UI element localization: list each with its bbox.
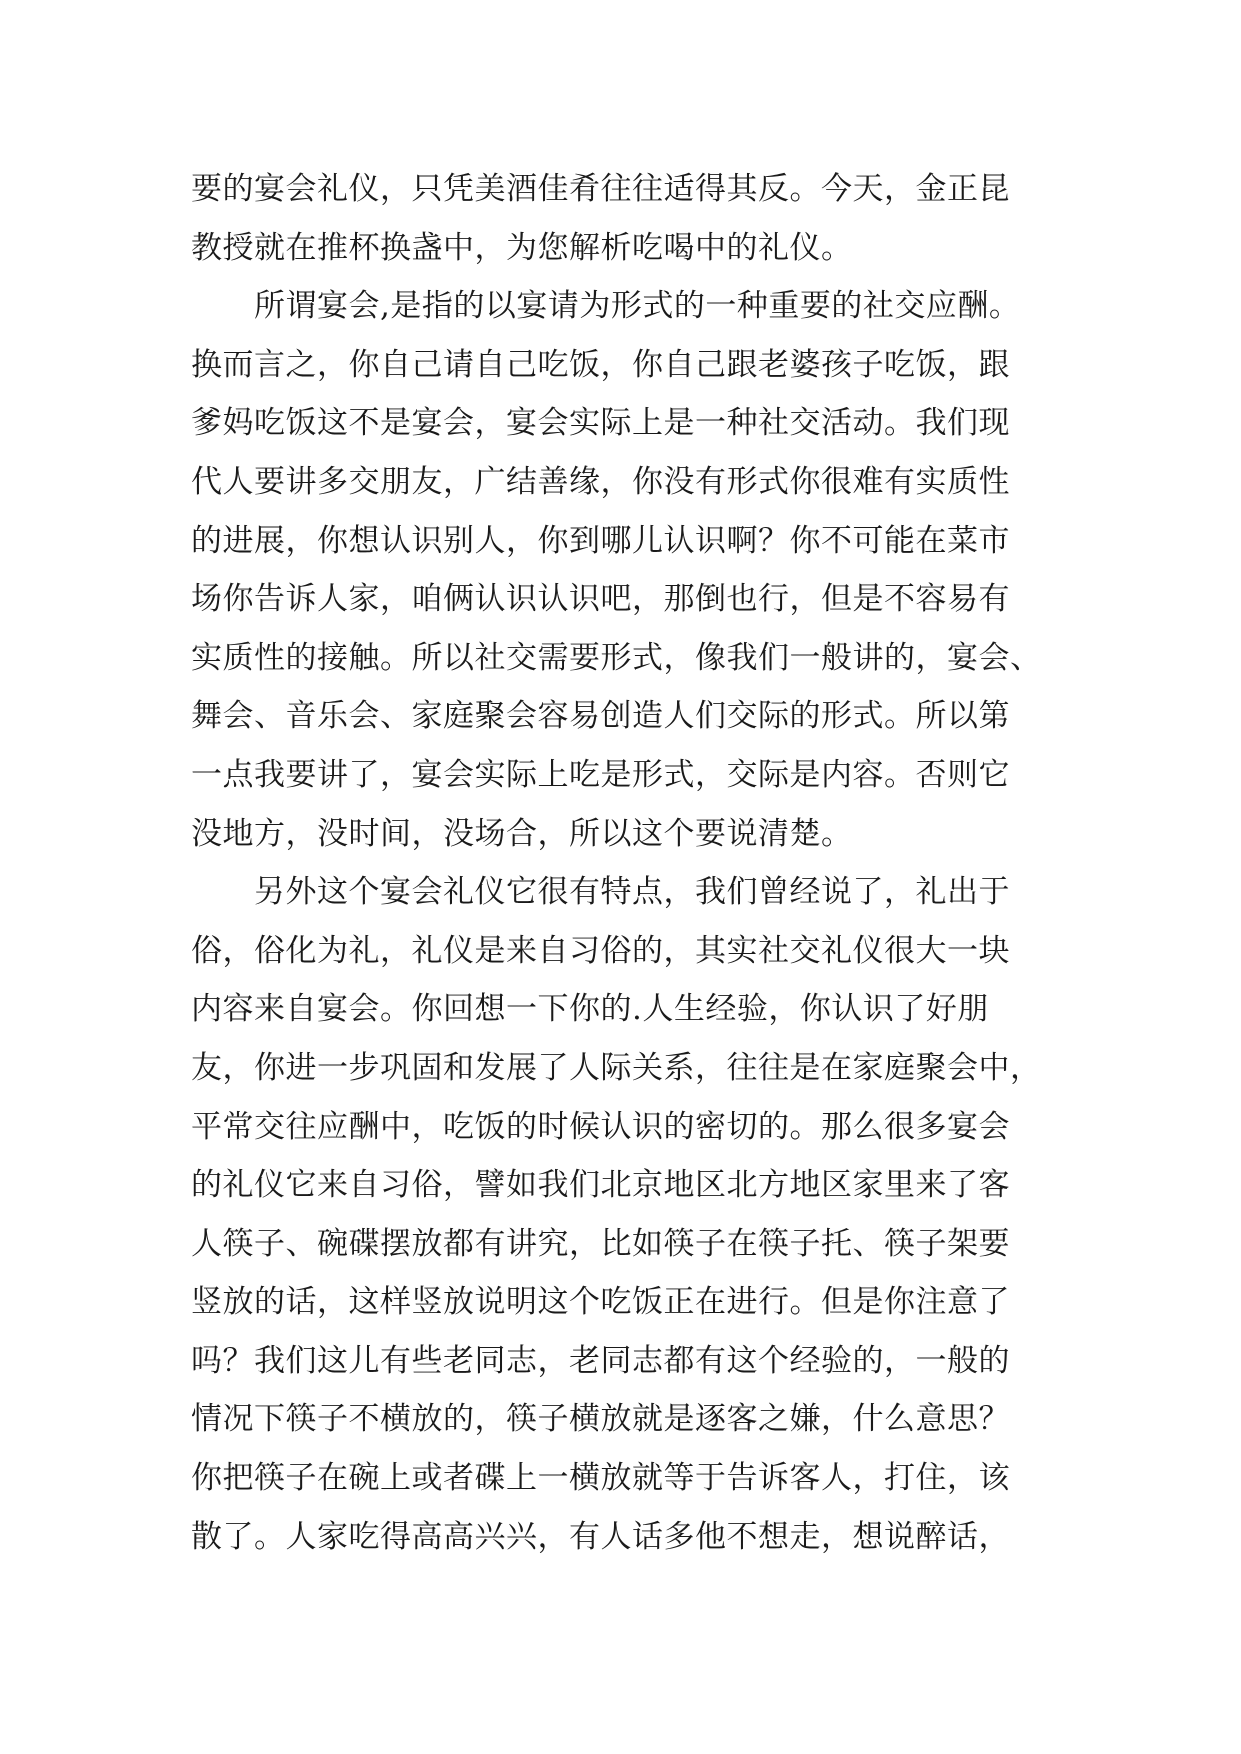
text-line: 竖放的话，这样竖放说明这个吃饭正在进行。但是你注意了 (191, 1284, 1010, 1321)
text-line: 的礼仪它来自习俗，譬如我们北京地区北方地区家里来了客 (191, 1167, 1010, 1204)
text-line: 所谓宴会,是指的以宴请为形式的一种重要的社交应酬。 (191, 288, 1021, 325)
text-line: 爹妈吃饭这不是宴会，宴会实际上是一种社交活动。我们现 (191, 405, 1010, 442)
text-line: 实质性的接触。所以社交需要形式，像我们一般讲的，宴会、 (191, 639, 1042, 676)
text-line: 俗，俗化为礼，礼仪是来自习俗的，其实社交礼仪很大一块 (191, 932, 1010, 969)
body-text (191, 160, 1071, 1566)
text-line: 人筷子、碗碟摆放都有讲究，比如筷子在筷子托、筷子架要 (191, 1225, 1010, 1262)
text-line: 的进展，你想认识别人，你到哪儿认识啊？你不可能在菜市 (191, 522, 1010, 559)
text-line: 你把筷子在碗上或者碟上一横放就等于告诉客人，打住，该 (191, 1460, 1010, 1497)
text-line: 内容来自宴会。你回想一下你的.人生经验，你认识了好朋 (191, 991, 989, 1028)
text-line: 一点我要讲了，宴会实际上吃是形式，交际是内容。否则它 (191, 756, 1010, 793)
text-line: 舞会、音乐会、家庭聚会容易创造人们交际的形式。所以第 (191, 698, 1010, 735)
text-line: 要的宴会礼仪，只凭美酒佳肴往往适得其反。今天，金正昆 (191, 171, 1010, 207)
text-line: 教授就在推杯换盏中，为您解析吃喝中的礼仪。 (191, 229, 853, 266)
text-line: 另外这个宴会礼仪它很有特点，我们曾经说了，礼出于 (191, 874, 1010, 911)
text-line: 代人要讲多交朋友，广结善缘，你没有形式你很难有实质性 (191, 463, 1010, 500)
text-line: 友，你进一步巩固和发展了人际关系，往往是在家庭聚会中， (191, 1049, 1042, 1086)
text-line: 情况下筷子不横放的，筷子横放就是逐客之嫌，什么意思？ (191, 1401, 1010, 1438)
text-line: 场你告诉人家，咱俩认识认识吧，那倒也行，但是不容易有 (191, 581, 1010, 618)
text-line: 没地方，没时间，没场合，所以这个要说清楚。 (191, 815, 853, 852)
text-line: 散了。人家吃得高高兴兴，有人话多他不想走，想说醉话， (191, 1518, 1010, 1555)
text-line: 平常交往应酬中，吃饭的时候认识的密切的。那么很多宴会 (191, 1108, 1010, 1145)
text-line: 换而言之，你自己请自己吃饭，你自己跟老婆孩子吃饭，跟 (191, 346, 1010, 383)
text-line: 吗？我们这儿有些老同志，老同志都有这个经验的，一般的 (191, 1342, 1010, 1379)
